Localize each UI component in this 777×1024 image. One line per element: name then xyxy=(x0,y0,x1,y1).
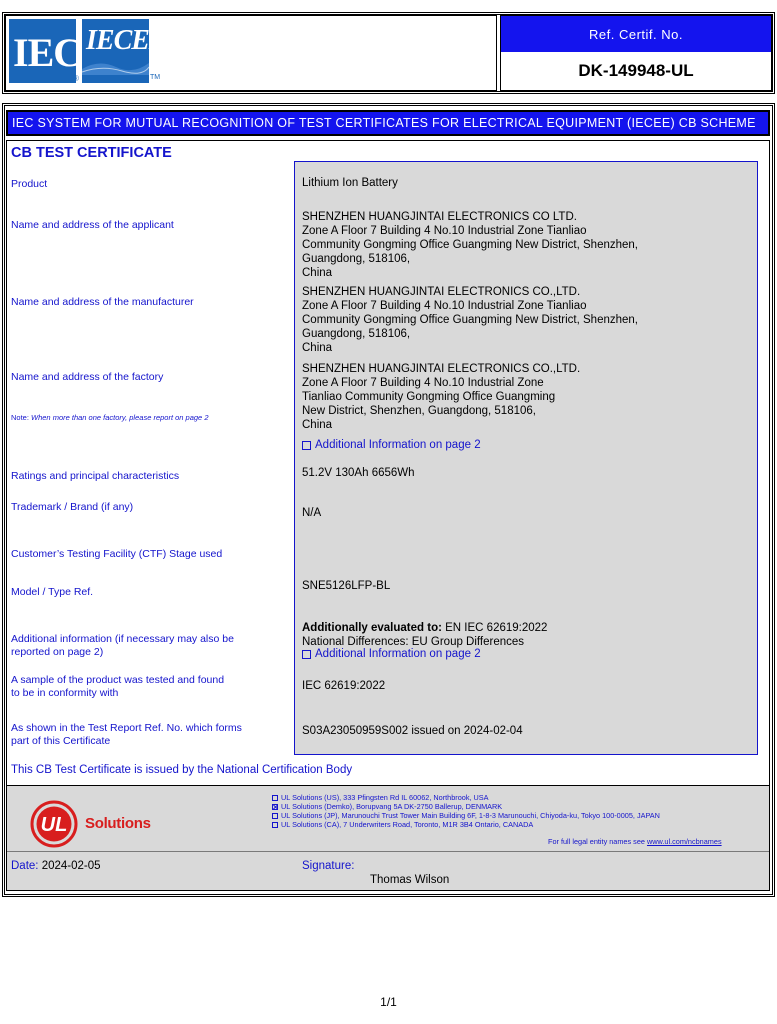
office-demko-checkbox[interactable] xyxy=(272,804,278,810)
additional-info-label: Additional Information on page 2 xyxy=(315,648,481,660)
label-ctf: Customer’s Testing Facility (CTF) Stage used xyxy=(11,548,223,560)
date-value: 2024-02-05 xyxy=(41,860,101,872)
certificate-title: CB TEST CERTIFICATE xyxy=(11,145,172,161)
value-product: Lithium Ion Battery xyxy=(302,177,398,189)
ul-logo-icon xyxy=(30,800,78,848)
office-demko[interactable] xyxy=(272,802,502,811)
iecee-logo: IECEE xyxy=(82,19,149,83)
page-number: 1/1 xyxy=(380,995,397,1009)
ref-label: Ref. Certif. No. xyxy=(501,16,771,52)
trademark-mark: TM xyxy=(150,74,161,81)
label-ratings: Ratings and principal characteristics xyxy=(11,470,180,482)
label-trademark: Trademark / Brand (if any) xyxy=(11,501,134,513)
office-jp[interactable] xyxy=(272,811,660,820)
ref-number: DK-149948-UL xyxy=(578,61,694,80)
svg-text:UL: UL xyxy=(40,814,68,836)
factory-additional-info-link[interactable] xyxy=(302,439,481,451)
value-manufacturer: SHENZHEN HUANGJINTAI ELECTRONICS CO.,LTD. Zone A Floor 7 Building 4 No.10 Industrial Zone Tianliao Community Gongming Office Guangming New District, Shenzhen, Guangdong, 518106, China xyxy=(302,286,638,354)
label-sample-conformity: A sample of the product was tested and found to be in conformity with xyxy=(11,674,225,699)
label-model: Model / Type Ref. xyxy=(11,586,94,598)
office-ca-label: UL Solutions (CA), 7 Underwriters Road, Toronto, M1R 3B4 Ontario, CANADA xyxy=(281,820,534,829)
footer-divider xyxy=(7,851,769,852)
factory-additional-label: Additional Information on page 2 xyxy=(315,439,481,451)
ul-brand-text: Solutions xyxy=(85,815,151,832)
label-additional-info: Additional information (if necessary may also be reported on page 2) xyxy=(11,633,234,658)
factory-additional-checkbox[interactable] xyxy=(302,441,311,450)
office-ca[interactable] xyxy=(272,820,533,829)
legal-entity-note: For full legal entity names see www.ul.com/ncbnames xyxy=(548,837,722,846)
value-trademark: N/A xyxy=(302,507,322,519)
office-jp-label: UL Solutions (JP), Marunouchi Trust Tower Main Building 6F, 1-8-3 Marunouchi, Chiyoda-ku, Tokyo 100-0005, JAPAN xyxy=(281,811,660,820)
ncb-names-link[interactable]: www.ul.com/ncbnames xyxy=(646,837,722,846)
iecee-wave-icon xyxy=(82,57,149,75)
value-factory: SHENZHEN HUANGJINTAI ELECTRONICS CO.,LTD. Zone A Floor 7 Building 4 No.10 Industrial Zone Tianliao Community Gongming Office Guangming New District, Shenzhen, Guangdong, 518106, China xyxy=(302,363,581,431)
label-applicant: Name and address of the applicant xyxy=(11,219,174,231)
office-us-checkbox[interactable] xyxy=(272,795,278,801)
label-factory: Name and address of the factory xyxy=(11,371,164,383)
additional-info-checkbox[interactable] xyxy=(302,650,311,659)
value-test-report: S03A23050959S002 issued on 2024-02-04 xyxy=(302,725,523,737)
value-model: SNE5126LFP-BL xyxy=(302,580,391,592)
factory-note: Note: When more than one factory, please report on page 2 xyxy=(11,413,209,422)
office-us[interactable] xyxy=(272,793,489,802)
signer-name: Thomas Wilson xyxy=(370,874,450,886)
office-us-label: UL Solutions (US), 333 Pfingsten Rd IL 60062, Northbrook, USA xyxy=(281,793,489,802)
label-manufacturer: Name and address of the manufacturer xyxy=(11,296,194,308)
scheme-title: IEC SYSTEM FOR MUTUAL RECOGNITION OF TEST CERTIFICATES FOR ELECTRICAL EQUIPMENT (IECEE) CB SCHEME xyxy=(6,110,770,136)
value-ratings: 51.2V 130Ah 6656Wh xyxy=(302,467,415,479)
value-applicant: SHENZHEN HUANGJINTAI ELECTRONICS CO LTD. Zone A Floor 7 Building 4 No.10 Industrial Zone Tianliao Community Gongming Office Guangming New District, Shenzhen, Guangdong, 518106, China xyxy=(302,211,638,279)
office-jp-checkbox[interactable] xyxy=(272,813,278,819)
signature-label: Signature: xyxy=(302,860,355,872)
office-demko-label: UL Solutions (Demko), Borupvang 5A DK-2750 Ballerup, DENMARK xyxy=(281,802,503,811)
issued-statement: This CB Test Certificate is issued by the National Certification Body xyxy=(11,764,353,776)
label-product: Product xyxy=(11,178,48,190)
label-test-report: As shown in the Test Report Ref. No. which forms part of this Certificate xyxy=(11,722,242,747)
issue-date: Date: 2024-02-05 xyxy=(11,860,101,872)
office-ca-checkbox[interactable] xyxy=(272,822,278,828)
additional-info-link[interactable] xyxy=(302,648,481,660)
value-additionally-evaluated: Additionally evaluated to: EN IEC 62619:2022 xyxy=(302,622,548,634)
value-sample-standard: IEC 62619:2022 xyxy=(302,680,386,692)
value-national-differences: National Differences: EU Group Differences xyxy=(302,636,525,648)
registered-mark: ® xyxy=(73,74,79,83)
iec-logo: IEC xyxy=(9,19,76,83)
